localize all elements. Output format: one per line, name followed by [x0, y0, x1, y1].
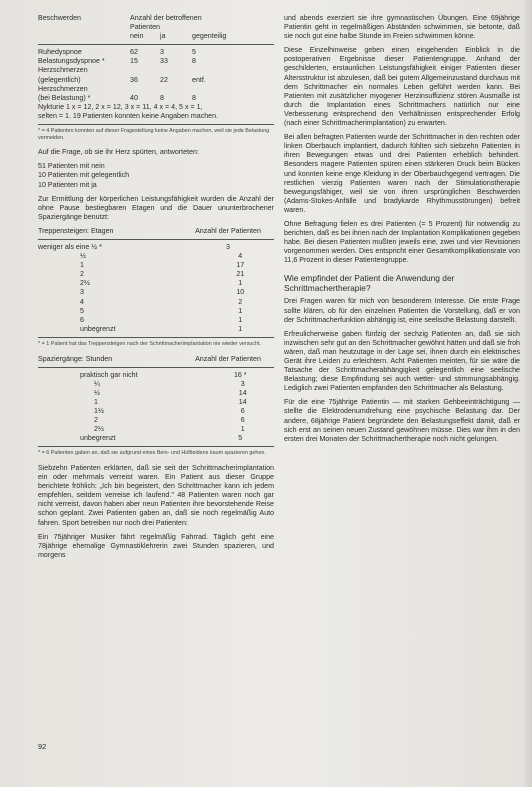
footnote: * = 1 Patient hat das Treppensteigen nach der Schrittmacherimplantation nie wieder versucht.: [38, 340, 262, 347]
table-header-row: Spaziergänge: Stunden Anzahl der Patienten: [38, 354, 261, 363]
left-column: [38, 14, 274, 565]
paragraph: und abends exerziert sie ihre gymnastischen Übungen. Eine 69jährige Patientin geht in regelmäßigen Abständen schwimmen, sie betonte, daß sie noch gut eine halbe Stunde im Freien schwimmen könne.: [284, 14, 520, 41]
divider: [38, 337, 274, 338]
right-column: [284, 14, 520, 449]
list-item: 10 Patienten mit gelegentlich: [38, 171, 130, 180]
table-row: ¼ 3: [94, 379, 245, 388]
table-row: Herzschmerzen: [38, 84, 88, 93]
table-row: 3 10: [80, 288, 245, 297]
paragraph: Für die eine 75jährige Patientin — mit starken Gehbeeinträchtigung — stellte die Elektrodenumdrehung eine psychische Belastung dar. Der andere, 68jährige Patient begründete den Belastungseffekt damit, daß er sich erst an seinen neuen Zustand gewöhnen müsse. Dies war ihm in den ersten drei Monaten der Schrittmachertherapie noch nicht gelungen.: [284, 398, 520, 443]
table-row: 1 14: [94, 397, 247, 406]
divider: [38, 367, 274, 368]
walk-table: [38, 355, 274, 457]
paragraph: Diese Einzelhinweise geben einen eingehenden Einblick in die postoperativen Ergebnisse dieser Patientengruppe. Anhand der geschilderten, erstaunlichen Leistungsfähigkeit einiger Patienten dieser Altersstruktur ist abzulesen, daß bei gutem Allgemeinzustand durchaus mit dem Schrittmacher ein normales Leben geführt werden kann. Bei Patienten mit zusätzlicher myogener Herzinsuffizienz stören Ausmaße ist durch die Implantation eines Schrittmachers natürlich nur eine Verbesserung entsprechend den Verhältnissen entsprechender Erfolg (nach einer Schrittmacherimplantation) zu erwarten.: [284, 46, 520, 128]
divider: [38, 446, 274, 447]
table-row: (bei Belastung) * 40 8 8: [38, 93, 196, 102]
table-row: ½ 4: [80, 252, 243, 261]
divider: [38, 124, 274, 125]
section-heading: Wie empfindet der Patient die Anwendung der Schrittmachertherapie?: [284, 273, 455, 294]
list-item: 51 Patienten mit nein: [38, 162, 105, 171]
table-header-row: Treppensteigen: Etagen Anzahl der Patienten: [38, 226, 261, 235]
col-header-patients: Anzahl der betroffenen: [130, 14, 202, 22]
paragraph: Siebzehn Patienten erklärten, daß sie seit der Schrittmacherimplantation ein oder mehrmals verreist waren. Ein Patient aus dieser Gruppe berichtete fröhlich: „Ich bin begeistert, den Schrittmacher kann ich jedem empfehlen, seitdem verreise ich laufend." 48 Patienten waren noch gar nicht verreist, davon haben aber neun Patienten ihre bevorstehende Reise schon geplant. Zwei Patienten gaben an, daß sie noch regelmäßig Auto fahren. Sport betreiben nur noch drei Patienten:: [38, 463, 274, 527]
table-row: Ruhedyspnoe 62 3 5: [38, 48, 196, 57]
paragraph: Bei allen befragten Patienten wurde der Schrittmacher in den rechten oder linken Oberbauch implantiert, dadurch fühlten sich siebzehn Patienten in ihren Bewegungen etwas und drei Patienten erheblich behindert. Besonders magere Patienten spüren einen stärkeren Druck beim Bücken und konnten keine enge Kleidung in der Oberbauchgegend vertragen. Die restlichen vierzig Patienten waren nach der Stimulationstherapie bewegungsfähiger, weil sie von ihren ursprünglichen Beschwerden (Adams-Stokes-Anfälle und bradykarde Rhythmusstörungen) befreit waren.: [284, 133, 520, 214]
table-row: unbegrenzt 5: [80, 434, 243, 443]
table-row: 2½ 1: [80, 279, 243, 288]
paragraph: Zur Ermittlung der körperlichen Leistungsfähigkeit wurden die Anzahl der ohne Pause bestiegbaren Etagen und die Dauer ununterbrochener Spaziergänge benutzt:: [38, 194, 274, 221]
col-header-patients-2: Patienten: [130, 23, 160, 32]
table-row: Belastungsdyspnoe * 15 33 8: [38, 57, 196, 66]
table-row: 4 2: [80, 297, 243, 306]
table-row: Herzschmerzen: [38, 66, 88, 75]
table-row: 6 1: [80, 315, 243, 324]
paragraph: Auf die Frage, ob sie ihr Herz spürten, antworteten:: [38, 148, 199, 157]
nykturie-line: Nykturie 1 x = 12, 2 x = 12, 3 x = 11, 4 x = 4, 5 x = 1,: [38, 102, 203, 111]
footnote: * = 6 Patienten gaben an, daß sie aufgrund eines Bein- und Hüftleidens kaum spazieren gehen.: [38, 450, 266, 457]
table-row: 1½ 6: [94, 406, 245, 415]
table-row: (gelegentlich) 36 22 entf.: [38, 75, 206, 84]
table-row: weniger als eine ½ * 3: [38, 242, 230, 251]
table-row: unbegrenzt 1: [80, 324, 243, 333]
table-row: 1 17: [80, 261, 245, 270]
stairs-table: [38, 227, 274, 348]
table-subheader-row: [38, 32, 274, 41]
table-row: 5 1: [80, 306, 243, 315]
table-header-row: [38, 14, 274, 23]
col-header-complaints: Beschwerden: [38, 14, 81, 22]
list-item: 10 Patienten mit ja: [38, 180, 97, 189]
complaints-table: [38, 14, 274, 141]
table-row: praktisch gar nicht 16 *: [80, 370, 247, 379]
paragraph: Drei Fragen waren für mich von besonderem Interesse. Die erste Frage sollte klären, ob für den einzelnen Patienten die Vorstellung, daß er von der Schrittmacherfunktion abhängig ist, eine seelische Belastung darstellt.: [284, 297, 520, 324]
table-row: 2 21: [80, 270, 245, 279]
table-row: 2 6: [94, 416, 245, 425]
divider: [38, 44, 274, 45]
nykturie-line-2: selten = 1. 19 Patienten konnten keine Angaben machen.: [38, 111, 219, 120]
col-header-gegenteil: gegenteilig: [192, 32, 227, 41]
divider: [38, 239, 274, 240]
col-header-ja: ja: [160, 32, 166, 41]
page-edge-shadow: [522, 0, 532, 787]
paragraph: Erfreulicherweise gaben fünfzig der sechzig Patienten an, daß sie sich inzwischen sehr gut an den Schrittmacher gewöhnt hätten und daß sie froh wären, daß man heutzutage in der Lage sei, ihnen durch ein elektrisches Gerät ihre Leiden zu erleichtern. Acht Patienten meinten, für sie wäre die Tatsache der Schrittmacherabhängigkeit gelegentlich eine seelische Belastung; diese Empfindung sei auch wetter- und stimmungsabhängig. Lediglich zwei Patienten empfanden den Schrittmacher als Belastung.: [284, 329, 520, 393]
footnote: * = 4 Patienten konnten auf dieser Fragestellung keine Angaben machen, weil sie jede Belastung vermeiden.: [38, 128, 270, 141]
table-row: 2½ 1: [94, 425, 245, 434]
paragraph: Ein 75jähriger Musiker fährt regelmäßig Fahrrad. Täglich geht eine 78jährige ehemalige Gymnastiklehrerin zwei Stunden spazieren, und morgens: [38, 532, 274, 559]
page-number: 92: [38, 742, 47, 751]
table-row: ½ 14: [94, 388, 247, 397]
col-header-nein: nein: [130, 32, 144, 41]
paragraph: Ohne Befragung fielen es drei Patienten (= 5 Prozent) für notwendig zu berichten, daß es bei ihnen nach der Implantation Komplikationen gegeben habe. Bei diesen Patienten mußten jeweils eine, zwei und vier Revisionen vorgenommen werden. Dies entspricht einer Gesamtkomplikationsrate von 11,6 Prozent in dieser Patientengruppe.: [284, 219, 520, 265]
